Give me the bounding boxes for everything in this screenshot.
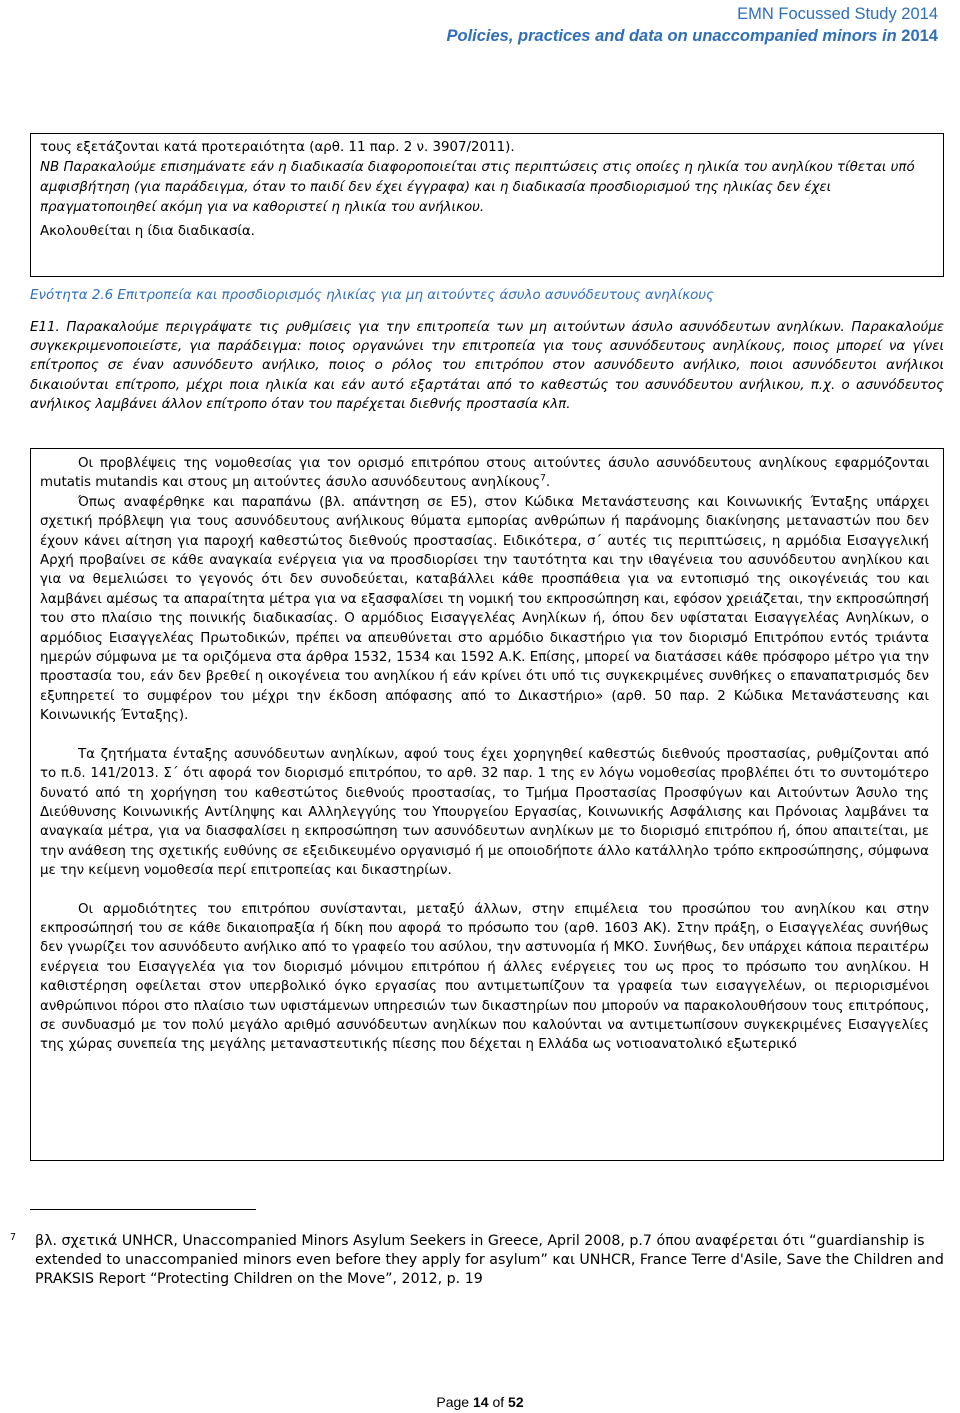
page-total: 52 bbox=[508, 1394, 524, 1410]
study-subtitle bbox=[446, 25, 938, 47]
page-current: 14 bbox=[472, 1394, 489, 1410]
previous-answer-box bbox=[30, 133, 944, 277]
page-of: of bbox=[492, 1394, 505, 1410]
study-title: EMN Focussed Study 2014 bbox=[737, 5, 938, 23]
answer-paragraph-2: Όπως αναφέρθηκε και παραπάνω (βλ. απάντηση σε Ε5), στον Κώδικα Μετανάστευσης και Κοινωνικής Ένταξης υπάρχει σχετική πρόβλεψη για τους ασυνόδευτους ανήλικους θύματα εμπορίας ανθρώπων ή παράνομης διακίνησης μεταναστών που δεν έχουν κάνει αίτηση για παροχή καθεστώτος διεθνούς προστασίας. Ειδικότερα, σ΄ αυτές τις περιπτώσεις, η αρμόδια Εισαγγελική Αρχή προβαίνει σε κάθε αναγκαία ενέργεια για να προσδιορίσει την ταυτότητα και την ιθαγένεια του ασυνόδευτου ανηλίκου και για να θεμελιώσει το γεγονός ότι δεν συνοδεύεται, καταβάλλει κάθε προσπάθεια για να εντοπισμό της οικογένειάς του και λαμβάνει αμέσως τα απαραίτητα μέτρα για να εξασφαλίσει τη νομική του εκπροσώπηση και, εφόσον χρειάζεται, την εκπροσώπησή του στο πλαίσιο της ποινικής διαδικασίας. Ο αρμόδιος Εισαγγελέας Ανηλίκων ή, όπου δεν υφίσταται Εισαγγελέας Ανηλίκων, ο αρμόδιος Εισαγγελέας Πρωτοδικών, πρέπει να απευθύνεται στο αρμόδιο δικαστήριο για τον διορισμό Επιτρόπου εντός τριάντα ημερών σύμφωνα με τα οριζόμενα στα άρθρα 1532, 1534 και 1592 Α.Κ. Επίσης, μπορεί να διατάσσει κάθε πρόσφορο μέτρο για την προστασία του, εάν δεν βρεθεί η οικογένεια του ανηλίκου ή εάν κρίνει ότι υπό τις συγκεκριμένες συνθήκες ο επαναπατρισμός δεν εξυπηρετεί το συμφέρον του μέχρι την έκδοση απόφασης από το Δικαστήριο» (αρθ. 50 παρ. 2 Κώδικα Μετανάστευσης και Κοινωνικής Ένταξης). bbox=[40, 494, 929, 724]
answer-p1-text: Οι προβλέψεις της νομοθεσίας για τον ορισμό επιτρόπου στους αιτούντες άσυλο ασυνόδευτους ανηλίκους εφαρμόζονται mutatis mutandis και στους μη αιτούντες άσυλο ασυνόδευτους ανηλίκους bbox=[40, 456, 929, 491]
footnote bbox=[10, 1232, 950, 1290]
answer-paragraph-4: Οι αρμοδιότητες του επιτρόπου συνίστανται, μεταξύ άλλων, στην επιμέλεια του προσώπου του ανηλίκου και στην εκπροσώπησή του σε κάθε δικαιοπραξία ή δίκη που αφορά το πρόσωπο του (αρθ. 1603 ΑΚ). Στην πράξη, ο Εισαγγελέας συνήθως δεν γνωρίζει τον ασυνόδευτο ανήλικο από το γραφείο του ασύλου, την αστυνομία ή ΜΚΟ. Συνήθως, δεν υπάρχει κάποια περαιτέρω ενέργεια του Εισαγγελέα για τον διορισμό μόνιμου επιτρόπου ή άλλες ενέργειες του ως προς το πρόσωπο του ανηλίκου. Η καθιστέρηση οφείλεται στον υπερβολικό όγκο εργασίας που αντιμετωπίζουν τα γραφεία των εισαγγελέων, οι περιορισμένοι ανθρώπινοι πόροι στο πλαίσιο των υφιστάμενων υπηρεσιών των δικαστηρίων που μπορούν να παρακολουθήσουν τους επιτρόπους, σε συνδυασμό με τον πολύ μεγάλο αριθμό ασυνόδευτων ανηλίκων που καλούνται να αντιμετωπίσουν συγκεκριμένες Εισαγγελίες της χώρας συνεπεία της μεγάλης μεταναστευτικής πίεσης που δέχεται η Ελλάδα ως νοτιοανατολικό εξωτερικό bbox=[40, 901, 929, 1053]
question-e11: Ε11. Παρακαλούμε περιγράψατε τις ρυθμίσεις για την επιτροπεία των μη αιτούντων άσυλο ασυνόδευτων ανηλίκων. Παρακαλούμε συγκεκριμενοποιείστε, για παράδειγμα: ποιος οργανώνει την επιτροπεία για τους ασυνόδευτους ανηλίκους, ποιος μπορεί να γίνει επίτροπος σε έναν ασυνόδευτο ανήλικο, ποιος ο ρόλος του επιτρόπου στον ασυνόδευτο ανήλικο, ποιοι ασυνόδευτοι ανήλικοι δικαιούνται επίτροπο, μέχρι ποια ηλικία και εάν αυτό εξαρτάται από το καθεστώς του ασυνόδευτου ανήλικου, π.χ. ο ασυνόδευτος ανήλικος λαμβάνει άλλον επίτροπο όταν του παρέχεται διεθνής προστασία κλπ. bbox=[30, 320, 944, 412]
footnote-text: βλ. σχετικά UNHCR, Unaccompanied Minors Asylum Seekers in Greece, April 2008, p.7 όπου αναφέρεται ότι “guardianship is extended to unaccompanied minors even before they apply for asylum” και UNHCR, France Terre d'Asile, Save the Children and PRAKSIS Report “Protecting Children on the Move”, 2012, p. 19 bbox=[35, 1233, 944, 1288]
page-label: Page bbox=[436, 1394, 470, 1410]
page-header bbox=[446, 4, 938, 47]
footnote-ref[interactable]: 7 bbox=[540, 473, 546, 484]
previous-answer-tail: τους εξετάζονται κατά προτεραιότητα (αρθ. 11 παρ. 2 ν. 3907/2011). bbox=[40, 140, 515, 155]
footnote-separator bbox=[30, 1209, 256, 1210]
answer-paragraph-3: Τα ζητήματα ένταξης ασυνόδευτων ανηλίκων, αφού τους έχει χορηγηθεί καθεστώς διεθνούς προστασίας, ρυθμίζονται από το π.δ. 141/2013. Σ΄ ότι αφορά τον διορισμό επιτρόπου, το αρθ. 32 παρ. 1 της εν λόγω νομοθεσίας προβλέπει ότι το συντομότερο δυνατό από τη χορήγηση του καθεστώτος διεθνούς προστασίας, το Τμήμα Προστασίας Προσφύγων και Αιτούντων Άσυλο της Διεύθυνσης Κοινωνικής Αντίληψης και Αλληλεγγύης του Υπουργείου Εργασίας, Κοινωνικής Ασφάλισης και Πρόνοιας λαμβάνει τα αναγκαία μέτρα, για να διασφαλίσει η εκπροσώπηση των ασυνόδευτων ανηλίκων με το διορισμό επιτρόπου ή, όπου απαιτείται, με την ανάθεση της σχετικής ευθύνης σε εξειδικευμένο οργανισμό ή με οποιοδήποτε άλλο κατάλληλο τρόπο εκπροσώπησης, σύμφωνα με την κείμενη νομοθεσία περί επιτροπείας και δικαστηρίων. bbox=[40, 746, 929, 879]
section-title: Ενότητα 2.6 Επιτροπεία και προσδιορισμός ηλικίας για μη αιτούντες άσυλο ασυνόδευτους ανηλίκους bbox=[30, 288, 714, 303]
answer-box bbox=[30, 448, 944, 1161]
study-subtitle-text: Policies, practices and data on unaccompanied minors in bbox=[446, 27, 902, 45]
study-subtitle-year: 2014 bbox=[901, 27, 938, 45]
answer-paragraph-1 bbox=[40, 454, 929, 493]
nb-question: NB Παρακαλούμε επισημάνατε εάν η διαδικασία διαφοροποιείται στις περιπτώσεις στις οποίες η ηλικία του ανηλίκου τίθεται υπό αμφισβήτηση (για παράδειγμα, όταν το παιδί δεν έχει έγγραφα) και η διαδικασία προσδιορισμού της ηλικίας δεν έχει πραγματοποιηθεί ακόμη για να καθοριστεί η ηλικία του ανήλικου. bbox=[40, 160, 915, 215]
answer-p1-end: . bbox=[545, 475, 551, 491]
page-number bbox=[0, 1394, 960, 1410]
nb-answer: Ακολουθείται η ίδια διαδικασία. bbox=[40, 224, 255, 239]
footnote-number: 7 bbox=[10, 1232, 17, 1243]
